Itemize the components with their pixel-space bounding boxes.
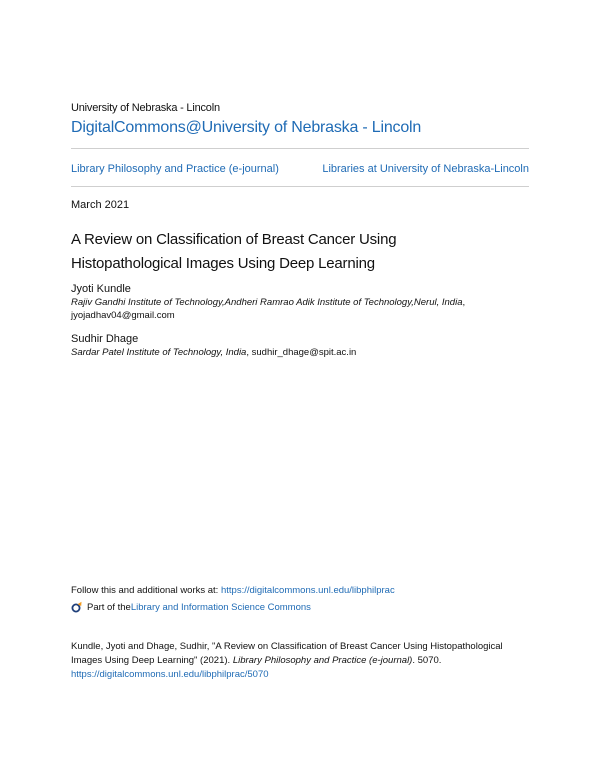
citation-block: [71, 640, 531, 682]
part-of-line: [71, 601, 311, 613]
follow-prefix: Follow this and additional works at:: [71, 585, 221, 596]
author-email-2: sudhir_dhage@spit.ac.in: [251, 347, 357, 358]
institution-name: University of Nebraska - Lincoln: [71, 102, 220, 114]
divider-bottom: [71, 186, 529, 187]
author-email-1: jyojadhav04@gmail.com: [71, 310, 175, 321]
commons-link[interactable]: Library and Information Science Commons: [130, 601, 311, 613]
follow-url-link[interactable]: https://digitalcommons.unl.edu/libphilprac: [220, 585, 395, 596]
open-access-icon: [71, 601, 83, 613]
citation-number: . 5070.: [412, 655, 442, 666]
citation-authors: Kundle, Jyoti and Dhage, Sudhir,: [71, 641, 213, 652]
publication-date: March 2021: [71, 199, 130, 211]
affiliation-sep-2: ,: [246, 347, 252, 358]
author-name-1: Jyoti Kundle: [71, 283, 131, 295]
author-affiliation-2: [71, 346, 491, 359]
citation-journal: Library Philosophy and Practice (e-journal): [232, 655, 413, 666]
citation-title: "A Review on Classification of Breast Cancer Using Histopathological Images Using Deep Learning": [71, 641, 503, 666]
journal-link[interactable]: Library Philosophy and Practice (e-journal): [71, 163, 279, 175]
partof-prefix: Part of the: [87, 601, 131, 613]
citation-url-link[interactable]: https://digitalcommons.unl.edu/libphilprac/5070: [71, 669, 269, 680]
author-name-2: Sudhir Dhage: [71, 333, 139, 345]
divider-top: [71, 148, 529, 149]
repository-link[interactable]: DigitalCommons@University of Nebraska - Lincoln: [71, 119, 422, 136]
libraries-link[interactable]: Libraries at University of Nebraska-Lincoln: [322, 163, 529, 175]
follow-line: [71, 585, 395, 596]
affiliation-sep-1: ,: [462, 297, 466, 308]
article-title: A Review on Classification of Breast Cancer Using Histopathological Images Using Deep Learning: [71, 231, 397, 272]
affiliation-text-2: Sardar Patel Institute of Technology, India: [71, 347, 247, 358]
citation-year: (2021).: [197, 655, 233, 666]
affiliation-text-1: Rajiv Gandhi Institute of Technology,Andheri Ramrao Adik Institute of Technology,Nerul, India: [71, 297, 463, 308]
author-affiliation-1: [71, 296, 491, 322]
